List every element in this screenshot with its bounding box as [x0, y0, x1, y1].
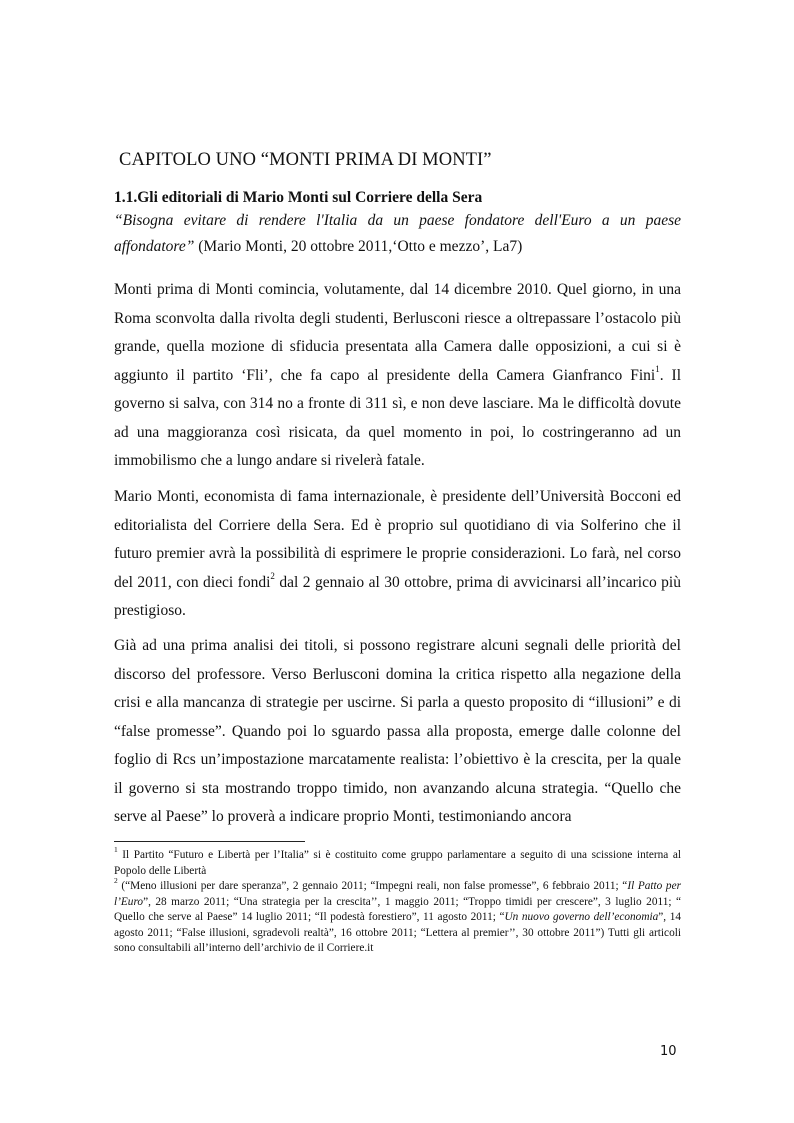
paragraph-1-text-a: Monti prima di Monti comincia, volutamente, dal 14 dicembre 2010. Quel giorno, in una Roma sconvolta dalla rivolta degli studenti, Berlusconi riesce a oltrepassare l’ostacolo più grande, quella mozione di sfiducia presentata alla Camera dalle opposizioni, a cui si è aggiunto il partito ‘Fli’, che fa capo al presidente della Camera Gianfranco Fini	[114, 281, 681, 384]
footnote-2-text-b: ”, 28 marzo 2011; “Una strategia per la crescita’’, 1 maggio 2011; “Troppo timidi per crescere”, 3 luglio 2011; “ Quello che serve al Paese” 14 luglio 2011; “Il podestà forestiero”, 11 agosto 2011; “	[114, 895, 681, 923]
footnotes	[114, 845, 681, 957]
chapter-title: CAPITOLO UNO “MONTI PRIMA DI MONTI”	[119, 150, 492, 170]
paragraph-1	[114, 276, 681, 476]
footnote-2	[114, 876, 681, 957]
footnote-1	[114, 845, 681, 879]
footnote-2-italic-2: Un nuovo governo dell’economia	[504, 911, 659, 923]
footnote-ref-1: 1	[655, 364, 660, 375]
footnote-ref-2: 2	[270, 571, 275, 582]
paragraph-3: Già ad una prima analisi dei titoli, si possono registrare alcuni segnali delle priorità del discorso del professore. Verso Berlusconi domina la critica rispetto alla negazione della crisi e alla mancanza di strategie per uscirne. Si parla a questo proposito di “illusioni” e di “false promesse”. Quando poi lo sguardo passa alla proposta, emerge dalle colonne del foglio di Rcs un’impostazione marcatamente realista: l’obiettivo è la crescita, per la quale il governo si sta mostrando troppo timido, non avanzando alcuna strategia. “Quello che serve al Paese” lo proverà a indicare proprio Monti, testimoniando ancora	[114, 637, 681, 825]
epigraph-quote: “Bisogna evitare di rendere l'Italia da un paese fondatore dell'Euro a un paese affondatore”	[114, 212, 681, 255]
paragraph-2	[114, 483, 681, 626]
footnote-1-mark: 1	[114, 845, 118, 855]
epigraph-source: (Mario Monti, 20 ottobre 2011,‘Otto e mezzo’, La7)	[194, 238, 523, 255]
paragraph-2-text-a: Mario Monti, economista di fama internazionale, è presidente dell’Università Bocconi ed editorialista del Corriere della Sera. Ed è proprio sul quotidiano di via Solferino che il futuro premier avrà la possibilità di esprimere le proprie considerazioni. Lo farà, nel corso del 2011, con dieci fondi	[114, 488, 681, 591]
paragraph-1-text-b: . Il governo si salva, con 314 no a fronte di 311 sì, e non deve lasciare. Ma le difficoltà dovute ad una maggioranza così risicata, da quel momento in poi, lo costringeranno ad un immobilismo che a lungo andare si rivelerà fatale.	[114, 366, 682, 469]
footnote-2-text-a: (“Meno illusioni per dare speranza”, 2 gennaio 2011; “Impegni reali, non false promesse”, 6 febbraio 2011; “	[117, 880, 628, 892]
section-title: 1.1.Gli editoriali di Mario Monti sul Corriere della Sera	[114, 189, 483, 206]
footnote-2-italic-1: Il Patto per l’Euro	[114, 880, 681, 908]
footnote-2-mark: 2	[114, 876, 118, 886]
epigraph	[114, 208, 681, 260]
footnote-2-text-c: ”, 14 agosto 2011; “False illusioni, sgradevoli realtà”, 16 ottobre 2011; “Lettera al premier’’, 30 ottobre 2011”) Tutti gli articoli sono consultabili all’interno dell’archivio de il Corriere.it	[114, 911, 681, 954]
footnote-1-text: Il Partito “Futuro e Libertà per l’Italia” si è costituito come gruppo parlamentare a seguito di una scissione interna al Popolo delle Libertà	[114, 849, 681, 877]
page-number: 10	[660, 1044, 677, 1059]
paragraph-2-text-b: dal 2 gennaio al 30 ottobre, prima di avvicinarsi all’incarico più prestigioso.	[114, 573, 681, 619]
footnote-divider	[114, 841, 305, 842]
